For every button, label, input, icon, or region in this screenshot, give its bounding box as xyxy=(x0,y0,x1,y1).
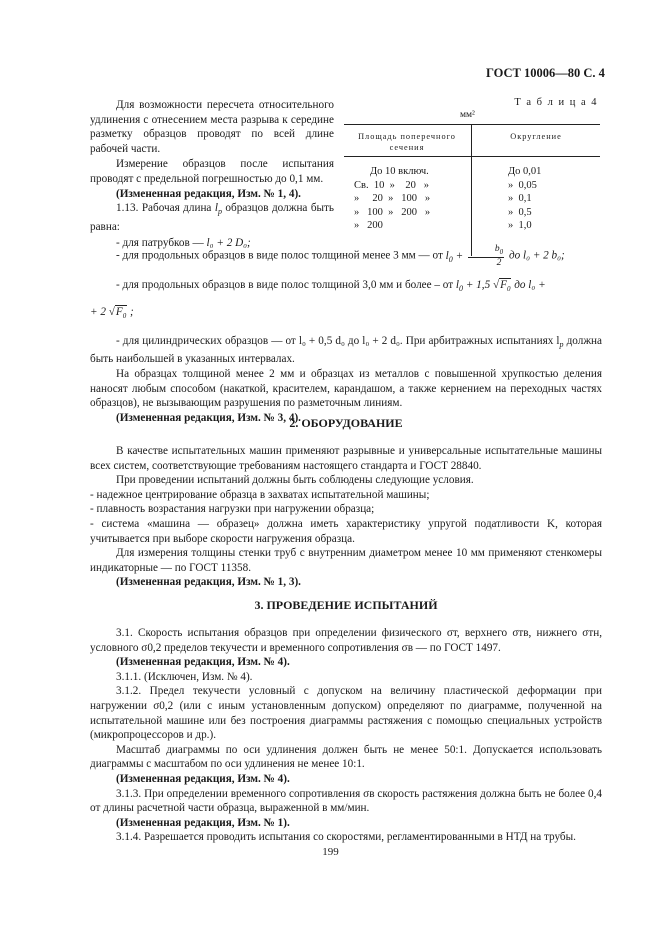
paragraph-3-1-1: 3.1.1. (Исключен, Изм. № 4). xyxy=(116,670,253,683)
page-header: ГОСТ 10006—80 С. 4 xyxy=(486,66,605,80)
paragraph-1-13 xyxy=(90,201,334,234)
formula-thick-strips xyxy=(90,278,602,297)
paragraph-1-13-end: образцов должна быть равна: xyxy=(90,202,335,233)
section-2-title: 2. ОБОРУДОВАНИЕ xyxy=(289,416,403,430)
paragraph-3-1-2: 3.1.2. Предел текучести условный с допуском на величину пластической деформации при нагружении σ0,2 (или с иным установленным допуском) определяют по диаграмме, полученной на испытательной машине или без построения диаграммы растяжения с помощью специальных устройств (микропроцессоров и др.). xyxy=(90,685,602,742)
paragraph-measure: Измерение образцов после испытания проводят с предельной погрешностью до 0,1 мм. xyxy=(90,158,334,185)
table-cell: Св. 10 » 20 » xyxy=(354,179,429,191)
table-rounding-column xyxy=(508,165,598,233)
table-area-column xyxy=(354,165,470,233)
paragraph-scale: Масштаб диаграммы по оси удлинения должен быть не менее 50:1. Допускается использовать диаграммы с масштабом по оси удлинения не менее 10:1. xyxy=(90,743,602,771)
table-cell: » 200 xyxy=(354,220,383,232)
table-top-rule xyxy=(344,124,600,125)
table-column-rule xyxy=(471,124,472,256)
paragraph: Для измерения толщины стенки труб с внутренним диаметром менее 10 мм применяют стенкомеры индикаторные — по ГОСТ 11358. xyxy=(90,547,602,574)
table-header-rule xyxy=(344,156,600,157)
table-cell: » 0,1 xyxy=(508,193,532,205)
thick-strips-text: - для продольных образцов в виде полос толщиной 3,0 мм и более – от xyxy=(116,278,454,291)
list-item: - надежное центрирование образца в захватах испытательной машины; xyxy=(90,488,430,501)
paragraph-3-1: 3.1. Скорость испытания образцов при определении физического σт, верхнего σтв, нижнего σтн, условного σ0,2 пределов текучести и временного сопротивления σв — по ГОСТ 1497. xyxy=(90,627,602,654)
thin-strips-text: - для продольных образцов в виде полос толщиной менее 3 мм — от xyxy=(116,249,443,262)
edition-note: (Измененная редакция, Изм. № 1). xyxy=(116,816,290,829)
thick-strips-to: до l₀ + xyxy=(514,278,546,291)
paragraph: В качестве испытательных машин применяют разрывные и универсальные испытательные машины всех систем, соответствующие требованиям настоящего стандарта и ГОСТ 28840. xyxy=(90,445,602,472)
edition-note: (Измененная редакция, Изм. № 3, 4). xyxy=(116,411,301,424)
cylindrical-tail: должна быть наибольшей в указанных интервалах. xyxy=(90,334,603,366)
pipes-formula: l₀ + 2 D₀; xyxy=(206,236,251,249)
fraction-b0-over-2: $\frac{b_0}{2}$ xyxy=(468,244,504,268)
strip-formulas xyxy=(90,244,602,425)
edition-note: (Измененная редакция, Изм. № 4). xyxy=(116,772,290,785)
column-header-rounding: Округление xyxy=(510,132,562,141)
table-cell: » 1,0 xyxy=(508,220,532,232)
section-3-body xyxy=(90,626,602,845)
paragraph-3-1-4: 3.1.4. Разрешается проводить испытания со скоростями, регламентированными в НТД на трубы. xyxy=(116,831,576,844)
paragraph-3-1-3: 3.1.3. При определении временного сопротивления σв скорость растяжения должна быть не более 0,4 от длины расчетной части образца, выраженной в мм/мин. xyxy=(90,787,602,815)
cylindrical-text: - для цилиндрических образцов — от l₀ + 0,5 d₀ до l₀ + 2 d₀. При арбитражных испытаниях l xyxy=(116,334,560,347)
paragraph: При проведении испытаний должны быть соблюдены следующие условия. xyxy=(116,474,474,487)
symbol-lp: $l_p$ xyxy=(214,202,222,217)
paragraph-recalc: Для возможности пересчета относительного удлинения с отнесением места разрыва к середине разметку образцов проводят по всей длине рабочей части. xyxy=(90,99,334,155)
left-column xyxy=(90,98,334,250)
page-number: 199 xyxy=(322,846,339,858)
list-item: - система «машина — образец» должна иметь характеристику упругой податливости K, которая учитывается при выборе скорости нагружения образца. xyxy=(90,517,602,545)
edition-note: (Измененная редакция, Изм. № 1, 3). xyxy=(116,576,301,589)
sqrt-f0: $√F_0$ ; xyxy=(108,305,134,320)
list-item: - плавность возрастания нагрузки при нагружении образца; xyxy=(90,503,375,516)
table-unit: мм² xyxy=(460,110,475,120)
thick-strips-expr: $l_0 + 1,5$ $√F_0$ xyxy=(455,278,511,294)
table-cell: » 20 » 100 » xyxy=(354,193,431,205)
table-cell: » 100 » 200 » xyxy=(354,206,431,218)
paragraph-1-13-start: 1.13. Рабочая длина xyxy=(116,202,212,215)
formula-thick-strips-cont xyxy=(90,305,602,324)
paragraph-marking: На образцах толщиной менее 2 мм и образцах из металлов с повышенной хрупкостью деления наносят любым способом (накаткой, красителем, карандашом, а также кернением на переходных частях образцов), не вызывающим разрушения по разметочным линиям. xyxy=(90,367,602,410)
thin-strips-l0: $l_0$ + xyxy=(445,249,464,264)
thick-strips-tail: + 2 xyxy=(90,305,106,318)
table-cell: До 0,01 xyxy=(508,166,542,177)
table-cell: » 0,5 xyxy=(508,206,532,218)
section-3-title: 3. ПРОВЕДЕНИЕ ИСПЫТАНИЙ xyxy=(254,598,438,612)
edition-note: (Измененная редакция, Изм. № 1, 4). xyxy=(116,187,301,200)
table-caption: Т а б л и ц а 4 xyxy=(514,97,598,108)
thin-strips-to: до l₀ + 2 b₀; xyxy=(508,249,565,262)
edition-note: (Измененная редакция, Изм. № 4). xyxy=(116,656,290,669)
pipes-label: - для патрубков — xyxy=(116,236,204,249)
table-cell: » 0,05 xyxy=(508,179,537,191)
table-cell: До 10 включ. xyxy=(370,166,429,177)
formula-cylindrical: - для цилиндрических образцов — от l₀ + 0,5 d₀ до l₀ + 2 d₀. При арбитражных испытаниях $l_p$ должна быть наибольшей в указанных интервалах. xyxy=(90,334,603,366)
formula-thin-strips xyxy=(90,244,602,268)
table-4 xyxy=(340,96,602,256)
section-2-body xyxy=(90,444,602,590)
column-header-area: Площадь поперечного сечения xyxy=(358,132,456,152)
